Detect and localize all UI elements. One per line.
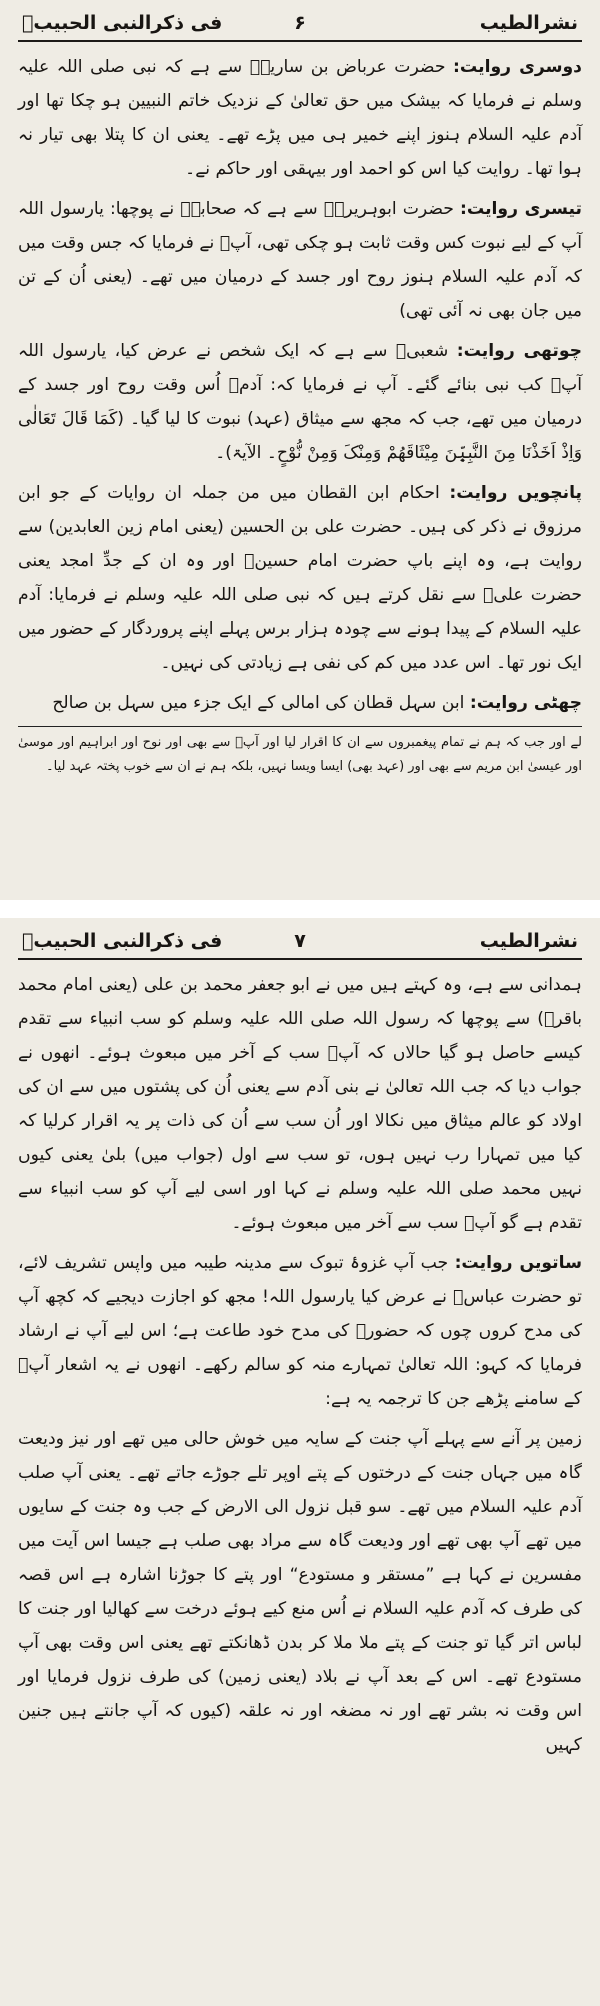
narration-text: زمین پر آنے سے پہلے آپ جنت کے سایہ میں خوش حالی میں تھے اور نیز ودیعت گاہ میں جہاں جنت کے درختوں کے پتے اوپر تلے جوڑے جاتے تھے۔ یعنی آپ صلب آدم علیہ السلام میں تھے۔ سو قبل نزول الی الارض کے جب وہ جنت کے سایوں میں تھے آپ بھی تھے اور ودیعت گاہ سے مراد بھی صلب ہے جیسا اس آیت میں مفسرین نے کہا ہے ”مستقر و مستودع“ اور پتے کا جوڑنا اشارہ ہے اس قصہ کی طرف کہ آدم علیہ السلام نے اُس منع کیے ہوئے درخت سے کھالیا اور جنت کا لباس اتر گیا تو جنت کے پتے ملا ملا کر بدن ڈھانکتے تھے یعنی اس وقت بھی آپ مستودع تھے۔ اس کے بعد آپ نے بلاد (یعنی زمین) کی طرف نزول فرمایا اور اس وقت نہ بشر تھے اور نہ مضغہ اور نہ علقہ (کیوں کہ آپ جانتے ہیں جنین کہیں — [18, 1429, 582, 1755]
page-body — [18, 968, 582, 1762]
narration-heading: تیسری روایت: — [460, 199, 582, 219]
narration-text: ہمدانی سے ہے، وہ کہتے ہیں میں نے ابو جعفر محمد بن علی (یعنی امام محمد باقرؒ) سے پوچھا کہ رسول اللہ صلی اللہ علیہ وسلم کو سب انبیاء سے تقدم کیسے حاصل ہو گیا حالاں کہ آپؐ سب کے آخر میں مبعوث ہوئے۔ انھوں نے جواب دیا کہ جب اللہ تعالیٰ نے بنی آدم سے یعنی اُن کی پشتوں میں سے ان کی اولاد کو عالم میثاق میں نکالا اور اُن سب سے اُن کی ذات پر یہ اقرار کرلیا کہ کیا میں تمہارا رب نہیں ہوں، تو سب سے اول (جواب میں) بلیٰ یعنی کیوں نہیں محمد صلی اللہ علیہ وسلم نے کہا اور اسی لیے آپ کو سب انبیاء سے تقدم ہے گو آپؐ سب سے آخر میں مبعوث ہوئے۔ — [18, 975, 582, 1233]
narration-paragraph — [18, 1246, 582, 1416]
narration-text: احکام ابن القطان میں من جملہ ان روایات کے جو ابن مرزوق نے ذکر کی ہیں۔ حضرت علی بن الحسین (یعنی امام زین العابدین) سے روایت ہے، وہ اپنے باپ حضرت امام حسینؓ اور وہ ان کے جدِّ امجد یعنی حضرت علیؓ سے نقل کرتے ہیں کہ نبی صلی اللہ علیہ وسلم نے فرمایا: آدم علیہ السلام کے پیدا ہونے سے چودہ ہزار برس پہلے اپنے پروردگار کے حضور میں ایک نور تھا۔ اس عدد میں کم کی نفی ہے زیادتی کی نہیں۔ — [18, 483, 582, 673]
narration-text: حضرت ابوہریرہؓ سے ہے کہ صحابہؓ نے پوچھا: یارسول اللہ آپ کے لیے نبوت کس وقت ثابت ہو چکی تھی، آپؐ نے فرمایا کہ جس وقت میں کہ آدم علیہ السلام ہنوز روح اور جسد کے درمیان میں تھے۔ (یعنی اُن کے تن میں جان بھی نہ آئی تھی) — [18, 199, 582, 321]
narration-paragraph — [18, 334, 582, 470]
narration-heading: پانچویں روایت: — [449, 483, 582, 503]
page-seven — [0, 918, 600, 2006]
narration-text: جب آپ غزوۂ تبوک سے مدینہ طیبہ میں واپس تشریف لائے، تو حضرت عباسؓ نے عرض کیا یارسول اللہ! مجھ کو اجازت دیجیے کہ کچھ آپ کی مدح کروں چوں کہ حضورؐ کی مدح خود طاعت ہے؛ اس لیے آپ نے ارشاد فرمایا کہ کہو: اللہ تعالیٰ تمہارے منہ کو سالم رکھے۔ انھوں نے یہ اشعار آپؐ کے سامنے پڑھے جن کا ترجمہ یہ ہے: — [18, 1253, 582, 1409]
narration-text: شعبیؒ سے ہے کہ ایک شخص نے عرض کیا، یارسول اللہ آپؐ کب نبی بنائے گئے۔ آپ نے فرمایا کہ: آدمؑ اُس وقت روح اور جسد کے درمیان میں تھے، جب کہ مجھ سے میثاق (عہد) نبوت کا لیا گیا۔ (کَمَا قَالَ تَعَالٰی وَاِذْ اَخَذْنَا مِنَ النَّبِیّٖنَ مِیْثَاقَھُمْ وَمِنْکَ وَمِنْ نُّوْحٍ۔ الآیۃ)۔ — [18, 341, 582, 463]
page-header — [18, 928, 582, 960]
narration-paragraph — [18, 476, 582, 680]
narration-paragraph — [18, 968, 582, 1240]
poem-translation-paragraph — [18, 1422, 582, 1762]
page-separator — [0, 900, 600, 918]
header-book-title: نشرالطیب — [479, 12, 578, 34]
narration-paragraph — [18, 50, 582, 186]
page-number: ۶ — [294, 12, 306, 34]
header-chapter-title: فی ذکرالنبی الحبیبؐ — [22, 930, 223, 952]
page-number: ۷ — [294, 930, 306, 952]
narration-paragraph — [18, 686, 582, 720]
page-six — [0, 0, 600, 900]
header-chapter-title: فی ذکرالنبی الحبیبؐ — [22, 12, 223, 34]
narration-heading: ساتویں روایت: — [454, 1253, 582, 1273]
page-body — [18, 50, 582, 720]
footnote-divider — [18, 726, 582, 727]
narration-paragraph — [18, 192, 582, 328]
page-header — [18, 10, 582, 42]
narration-heading: دوسری روایت: — [453, 57, 582, 77]
footnote: لے اور جب کہ ہم نے تمام پیغمبروں سے ان کا اقرار لیا اور آپؐ سے بھی اور نوح اور ابراہیم اور موسیٰ اور عیسیٰ ابن مریم سے بھی اور (عہد بھی) ایسا ویسا نہیں، بلکہ ہم نے ان سے خوب پختہ عہد لیا۔ — [18, 735, 582, 774]
narration-heading: چھٹی روایت: — [469, 693, 582, 713]
narration-text: حضرت عرباض بن ساریہؓ سے ہے کہ نبی صلی اللہ علیہ وسلم نے فرمایا کہ بیشک میں حق تعالیٰ کے نزدیک خاتم النبیین ہو چکا تھا اور آدم علیہ السلام ہنوز اپنے خمیر ہی میں پڑے تھے۔ یعنی ان کا پتلا بھی تیار نہ ہوا تھا۔ روایت کیا اس کو احمد اور بیہقی اور حاکم نے۔ — [18, 57, 582, 179]
narration-heading: چوتھی روایت: — [456, 341, 583, 361]
header-book-title: نشرالطیب — [479, 930, 578, 952]
narration-text: ابن سہل قطان کی امالی کے ایک جزء میں سہل بن صالح — [52, 693, 465, 713]
